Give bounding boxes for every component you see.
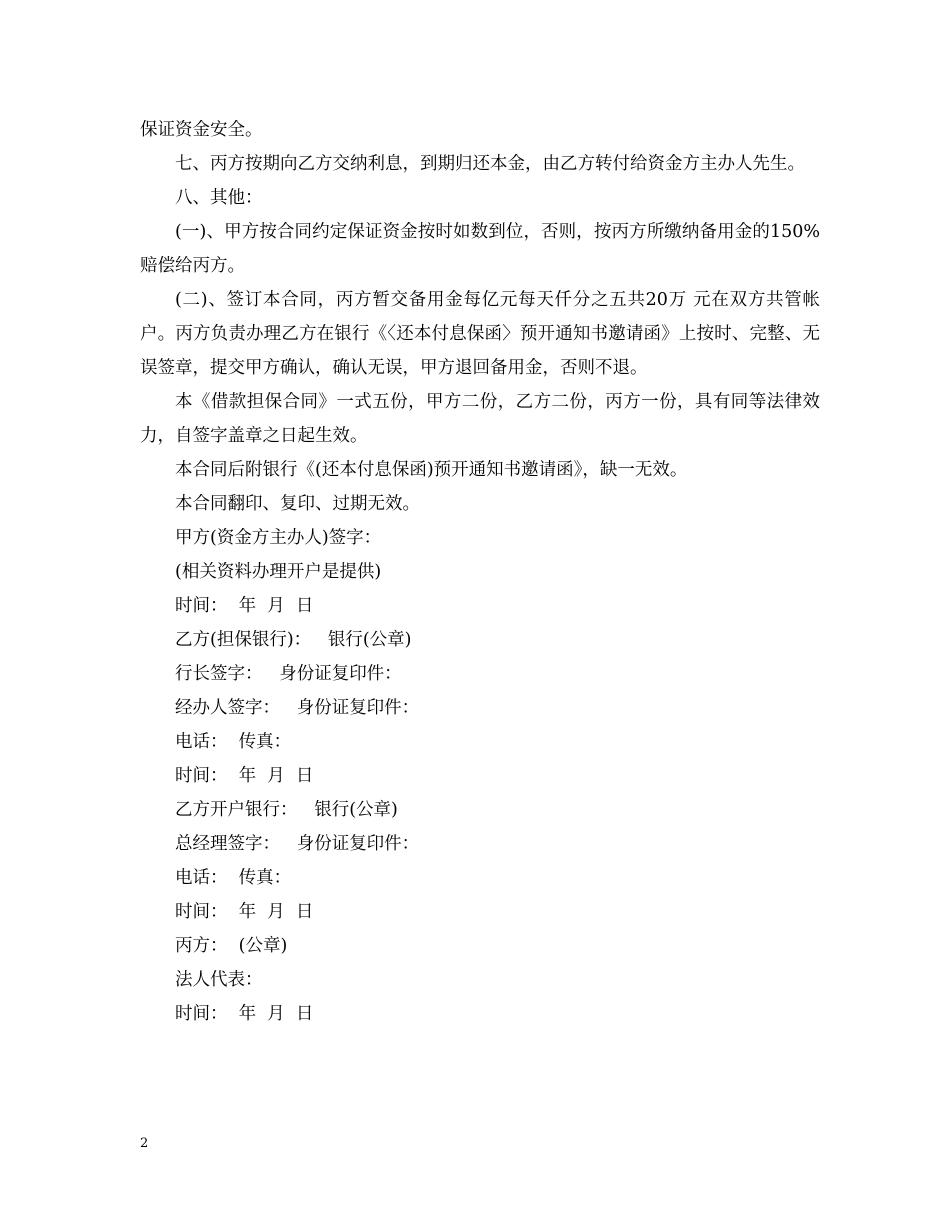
party-c-seal: 丙方： (公章) xyxy=(175,936,288,956)
party-b-guarantor-bank: 乙方(担保银行)： 银行(公章) xyxy=(175,630,412,650)
party-b-contact: 电话： 传真： xyxy=(175,732,292,752)
paragraph-continuation: 保证资金安全。 xyxy=(140,120,263,140)
party-a-signature: 甲方(资金方主办人)签字： xyxy=(175,528,382,548)
clause-eight-heading: 八、其他： xyxy=(175,188,263,208)
attachment-note: 本合同后附银行《(还本付息保函)预开通知书邀请函》，缺一无效。 xyxy=(175,460,688,480)
validity-note: 本合同翻印、复印、过期无效。 xyxy=(175,494,420,514)
account-bank-date: 时间： 年 月 日 xyxy=(175,902,314,922)
legal-representative: 法人代表： xyxy=(175,970,263,990)
page-number: 2 xyxy=(140,1136,149,1151)
party-a-note: (相关资料办理开户是提供) xyxy=(175,562,382,582)
clause-eight-item-two: (二)、签订本合同，丙方暂交备用金每亿元每天仟分之五共20万 元在双方共管帐户。丙方负责办理乙方在银行《〈还本付息保函〉预开通知书邀请函》上按时、完整、无误签章，提交甲方确认，确认无误，甲方退回备用金，否则不退。 xyxy=(140,290,820,378)
handler-signature: 经办人签字： 身份证复印件： xyxy=(175,698,420,718)
contract-body xyxy=(140,113,820,1031)
party-a-date: 时间： 年 月 日 xyxy=(175,596,314,616)
account-bank-contact: 电话： 传真： xyxy=(175,868,292,888)
party-b-account-bank: 乙方开户银行： 银行(公章) xyxy=(175,800,398,820)
clause-seven: 七、丙方按期向乙方交纳利息，到期归还本金，由乙方转付给资金方主办人先生。 xyxy=(175,154,805,174)
party-b-date: 时间： 年 月 日 xyxy=(175,766,314,786)
contract-copies-statement: 本《借款担保合同》一式五份，甲方二份，乙方二份，丙方一份，具有同等法律效力，自签字盖章之日起生效。 xyxy=(140,392,820,446)
bank-president-signature: 行长签字： 身份证复印件： xyxy=(175,664,402,684)
party-c-date: 时间： 年 月 日 xyxy=(175,1004,314,1024)
general-manager-signature: 总经理签字： 身份证复印件： xyxy=(175,834,420,854)
clause-eight-item-one: (一)、甲方按合同约定保证资金按时如数到位，否则，按丙方所缴纳备用金的150%赔偿给丙方。 xyxy=(140,222,820,276)
